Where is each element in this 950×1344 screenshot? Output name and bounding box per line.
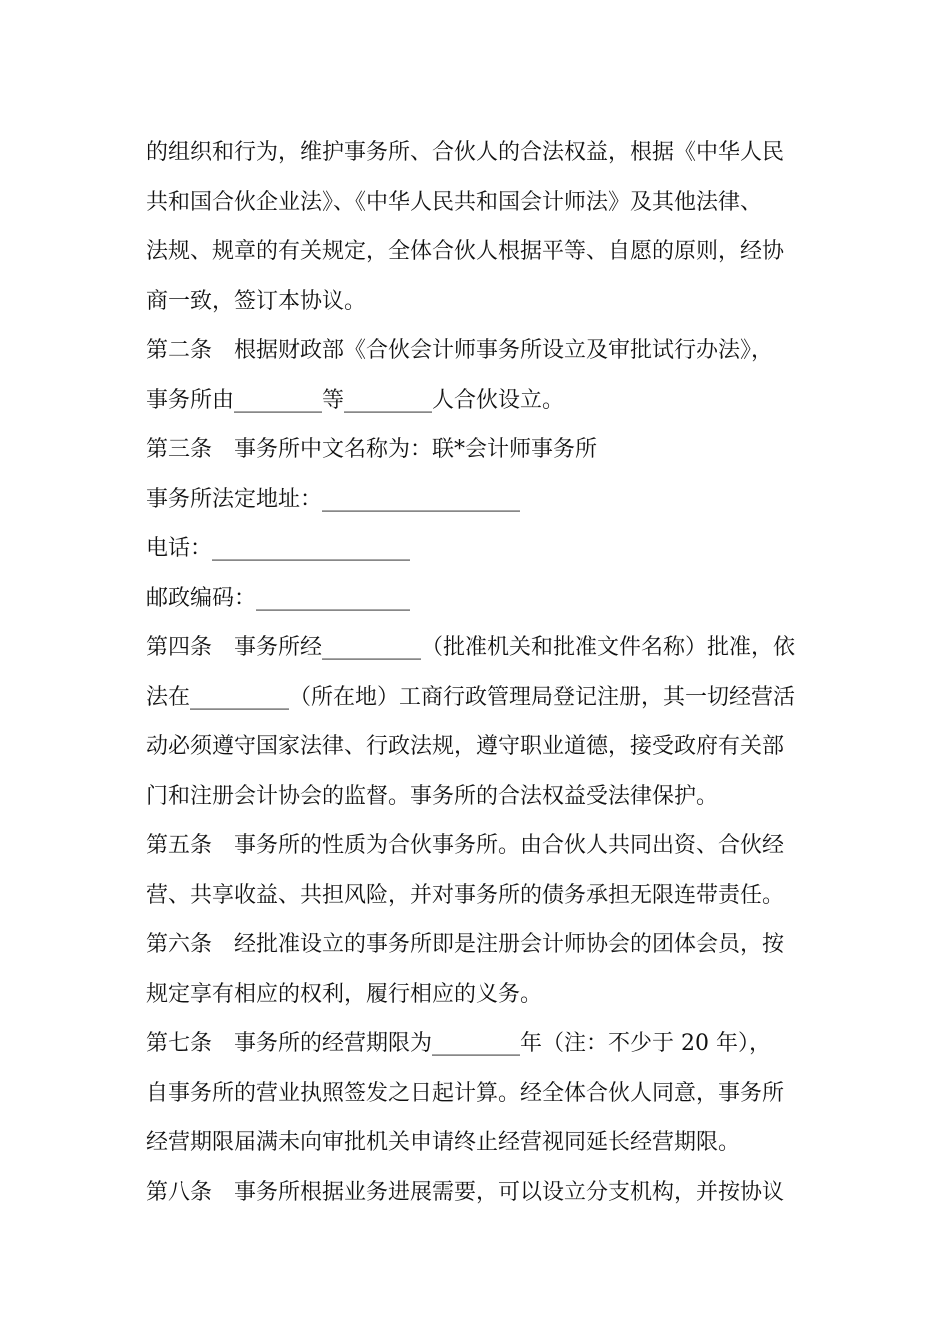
article-8-line: 第八条 事务所根据业务进展需要，可以设立分支机构，并按协议	[146, 1179, 785, 1205]
agreement-text	[146, 128, 810, 1217]
text-line: 事务所由________等________人合伙设立。	[146, 387, 565, 413]
text-line: 商一致，签订本协议。	[146, 288, 367, 314]
text-line: 法在_________（所在地）工商行政管理局登记注册，其一切经营活	[146, 684, 796, 710]
text-line: 的组织和行为，维护事务所、合伙人的合法权益，根据《中华人民	[146, 140, 785, 165]
text-line: 自事务所的营业执照签发之日起计算。经全体合伙人同意，事务所	[146, 1080, 785, 1106]
phone-line: 电话：__________________	[146, 536, 411, 561]
postcode-line: 邮政编码：______________	[146, 585, 411, 611]
text-line: 动必须遵守国家法律、行政法规，遵守职业道德，接受政府有关部	[146, 734, 785, 759]
article-4-line: 第四条 事务所经_________（批准机关和批准文件名称）批准，依	[146, 635, 796, 660]
text-line: 营、共享收益、共担风险，并对事务所的债务承担无限连带责任。	[146, 882, 785, 908]
article-2-line: 第二条 根据财政部《合伙会计师事务所设立及审批试行办法》，	[146, 338, 774, 363]
article-3-line: 第三条 事务所中文名称为：联*会计师事务所	[146, 437, 598, 462]
article-6-line: 第六条 经批准设立的事务所即是注册会计师协会的团体会员，按	[146, 932, 785, 957]
article-5-line: 第五条 事务所的性质为合伙事务所。由合伙人共同出资、合伙经	[146, 833, 785, 858]
text-line: 法规、规章的有关规定，全体合伙人根据平等、自愿的原则，经协	[146, 239, 785, 264]
address-line: 事务所法定地址：__________________	[146, 486, 521, 512]
text-line: 共和国合伙企业法》、《中华人民共和国会计师法》及其他法律、	[146, 189, 763, 215]
text-line: 规定享有相应的权利，履行相应的义务。	[146, 981, 543, 1007]
text-line: 经营期限届满未向审批机关申请终止经营视同延长经营期限。	[146, 1130, 741, 1155]
article-7-line: 第七条 事务所的经营期限为________年（注：不少于 20 年），	[146, 1031, 771, 1056]
text-line: 门和注册会计协会的监督。事务所的合法权益受法律保护。	[146, 783, 719, 809]
